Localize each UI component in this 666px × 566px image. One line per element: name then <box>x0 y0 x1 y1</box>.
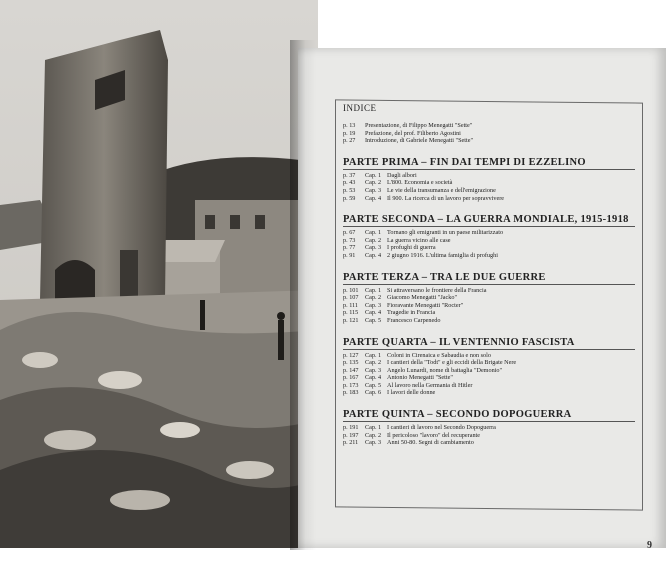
entry-chapter: Cap. 4 <box>365 194 382 202</box>
entry-page: p. 43 <box>343 179 356 187</box>
entry-chapter: Cap. 1 <box>365 171 382 179</box>
toc-entry <box>343 137 635 145</box>
entry-chapter: Cap. 3 <box>365 301 382 309</box>
entry-chapter: Cap. 2 <box>365 294 382 302</box>
entry-page: p. 107 <box>343 294 359 302</box>
historic-photo-illustration <box>0 0 318 548</box>
entry-chapter: Cap. 5 <box>365 316 382 324</box>
entry-page: p. 115 <box>343 309 359 317</box>
entry-text: Francesco Carpenedo <box>387 316 441 324</box>
entry-chapter: Cap. 1 <box>365 286 382 294</box>
toc-entry <box>343 432 635 440</box>
entry-chapter: Cap. 5 <box>365 381 382 389</box>
section-parte-terza <box>343 272 635 325</box>
entry-text: L'800. Economia e società <box>387 179 453 187</box>
entry-text: Dagli albori <box>387 171 417 179</box>
toc-entry <box>343 374 635 382</box>
toc-entry <box>343 317 635 325</box>
entry-chapter: Cap. 2 <box>365 359 382 367</box>
entry-page: p. 211 <box>343 439 359 447</box>
book-gutter <box>290 40 316 550</box>
section-parte-prima <box>343 157 635 202</box>
entry-text: Tornano gli emigranti in un paese militarizzato <box>387 229 504 237</box>
entry-text: Prefazione, del prof. Filiberto Agostini <box>365 129 461 137</box>
entry-text: Fioravante Menegatti "Rocter" <box>387 301 464 309</box>
toc-entry <box>343 439 635 447</box>
toc-entry <box>343 195 635 203</box>
entry-page: p. 101 <box>343 286 359 294</box>
entry-chapter: Cap. 3 <box>365 186 382 194</box>
entry-page: p. 37 <box>343 171 356 179</box>
toc-entry <box>343 122 635 130</box>
entry-text: Le vie della transumanza e dell'emigrazione <box>387 186 496 194</box>
entry-page: p. 27 <box>343 137 356 145</box>
toc-entry <box>343 179 635 187</box>
entry-text: Il pericoloso "lavoro" del recuperante <box>387 431 481 439</box>
entry-chapter: Cap. 6 <box>365 389 382 397</box>
entry-chapter: Cap. 2 <box>365 431 382 439</box>
entry-text: Introduzione, di Gabriele Menegatti "Sette" <box>365 137 473 145</box>
table-of-contents <box>343 103 635 459</box>
entry-page: p. 167 <box>343 374 359 382</box>
toc-entry <box>343 252 635 260</box>
entry-text: I lavori delle donne <box>387 389 436 397</box>
entry-text: Il 900. La ricerca di un lavoro per sopravvivere <box>387 194 504 202</box>
entry-text: I profughi di guerra <box>387 244 436 252</box>
entry-text: I cantieri di lavoro nel Secondo Dopoguerra <box>387 424 496 432</box>
entry-page: p. 73 <box>343 236 356 244</box>
entry-page: p. 53 <box>343 186 356 194</box>
toc-entry <box>343 244 635 252</box>
section-title: PARTE PRIMA – FIN DAI TEMPI DI EZZELINO <box>343 157 635 170</box>
toc-entry <box>343 352 635 360</box>
section-parte-seconda <box>343 214 635 259</box>
section-parte-quarta <box>343 337 635 398</box>
toc-entry <box>343 309 635 317</box>
entry-text: Anni 50-80. Segni di cambiamento <box>387 439 474 447</box>
entry-chapter: Cap. 3 <box>365 244 382 252</box>
toc-entry <box>343 389 635 397</box>
entry-text: I cantieri della "Todt" e gli eccidi della Brigate Nere <box>387 359 517 367</box>
entry-chapter: Cap. 4 <box>365 309 382 317</box>
ruined-tower-photo <box>0 0 318 548</box>
entry-text: La guerra vicino alle case <box>387 236 451 244</box>
entry-chapter: Cap. 1 <box>365 424 382 432</box>
section-title: PARTE QUARTA – IL VENTENNIO FASCISTA <box>343 337 635 350</box>
entry-text: Tragedie in Francia <box>387 309 436 317</box>
entry-text: Angelo Lunardi, nome di battaglia "Demonio" <box>387 366 503 374</box>
entry-page: p. 173 <box>343 381 359 389</box>
entry-page: p. 183 <box>343 389 359 397</box>
toc-entry <box>343 367 635 375</box>
entry-text: Antonio Menegatti "Sette" <box>387 374 453 382</box>
entry-page: p. 197 <box>343 431 359 439</box>
entry-text: Presentazione, di Filippo Menegatti "Sette" <box>365 122 473 129</box>
entry-page: p. 91 <box>343 251 356 259</box>
entry-text: Giacomo Menegatti "Jacko" <box>387 294 457 302</box>
toc-entry <box>343 187 635 195</box>
entry-chapter: Cap. 2 <box>365 179 382 187</box>
entry-page: p. 147 <box>343 366 359 374</box>
toc-entry <box>343 172 635 180</box>
toc-entry <box>343 294 635 302</box>
toc-entry <box>343 229 635 237</box>
entry-page: p. 135 <box>343 359 359 367</box>
entry-text: Coloni in Cirenaica e Sabaudia e non solo <box>387 351 491 359</box>
toc-entry <box>343 130 635 138</box>
section-title: PARTE QUINTA – SECONDO DOPOGUERRA <box>343 409 635 422</box>
entry-chapter: Cap. 1 <box>365 351 382 359</box>
entry-page: p. 77 <box>343 244 356 252</box>
entry-text: Al lavoro nella Germania di Hitler <box>387 381 473 389</box>
toc-entry <box>343 237 635 245</box>
toc-entry <box>343 359 635 367</box>
section-title: PARTE SECONDA – LA GUERRA MONDIALE, 1915-1918 <box>343 214 635 227</box>
entry-page: p. 19 <box>343 129 356 137</box>
entry-page: p. 121 <box>343 316 359 324</box>
entry-chapter: Cap. 1 <box>365 229 382 237</box>
toc-entry <box>343 424 635 432</box>
intro-entries <box>343 122 635 145</box>
entry-page: p. 59 <box>343 194 356 202</box>
page-number: 9 <box>647 540 652 551</box>
section-parte-quinta <box>343 409 635 447</box>
index-title: INDICE <box>343 103 377 113</box>
entry-chapter: Cap. 3 <box>365 366 382 374</box>
section-title: PARTE TERZA – TRA LE DUE GUERRE <box>343 272 635 285</box>
left-page <box>0 0 318 548</box>
toc-entry <box>343 287 635 295</box>
entry-page: p. 67 <box>343 229 356 237</box>
entry-chapter: Cap. 3 <box>365 439 382 447</box>
entry-text: 2 giugno 1916. L'ultima famiglia di profughi <box>387 251 498 259</box>
entry-text: Si attraversano le frontiere della Francia <box>387 286 487 294</box>
entry-page: p. 13 <box>343 122 356 129</box>
entry-chapter: Cap. 4 <box>365 374 382 382</box>
entry-page: p. 191 <box>343 424 359 432</box>
toc-entry <box>343 302 635 310</box>
entry-page: p. 127 <box>343 351 359 359</box>
entry-chapter: Cap. 2 <box>365 236 382 244</box>
toc-entry <box>343 382 635 390</box>
entry-page: p. 111 <box>343 301 359 309</box>
entry-chapter: Cap. 4 <box>365 251 382 259</box>
